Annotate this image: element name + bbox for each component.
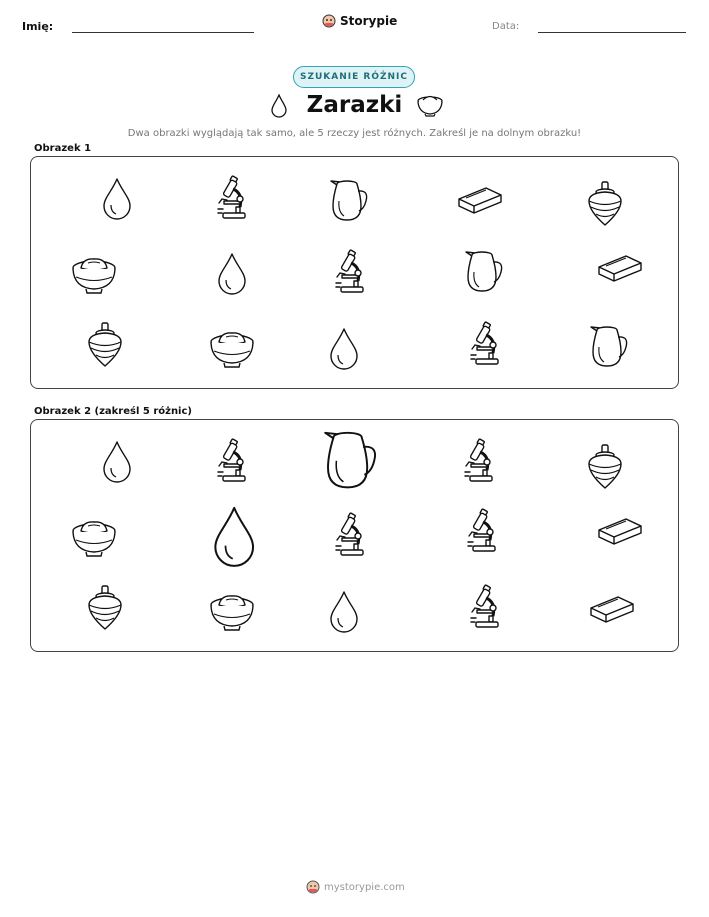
picture1-bowl-icon <box>71 256 117 296</box>
picture2-drop-icon[interactable] <box>328 590 360 634</box>
picture1-microscope-icon <box>334 249 366 295</box>
panel1-label: Obrazek 1 <box>34 143 92 154</box>
date-line[interactable] <box>538 32 686 33</box>
picture2-microscope-icon[interactable] <box>469 584 501 630</box>
panel2-label: Obrazek 2 (zakreśl 5 różnic) <box>34 406 192 417</box>
picture2-bowl-icon[interactable] <box>209 593 255 633</box>
picture2-spinning-top-icon[interactable] <box>585 444 625 490</box>
title-bowl-icon <box>416 95 444 121</box>
picture1-soap-icon <box>456 185 504 215</box>
picture1-drop-icon <box>101 177 133 221</box>
picture2-jug-icon[interactable] <box>321 430 380 492</box>
picture1-jug-icon <box>463 250 505 294</box>
name-label: Imię: <box>22 20 54 33</box>
picture1-drop-icon <box>216 252 248 296</box>
instructions: Dwa obrazki wyglądają tak samo, ale 5 rzeczy jest różnych. Zakreśl je na dolnym obrazku! <box>127 128 582 139</box>
footer-site: mystorypie.com <box>324 881 405 893</box>
picture2-bowl-icon[interactable] <box>71 519 117 559</box>
date-label: Data: <box>492 21 520 32</box>
picture1-jug-icon <box>588 325 630 369</box>
page-title: Zarazki <box>306 92 403 118</box>
picture2-drop-icon[interactable] <box>211 505 257 569</box>
footer <box>306 880 405 894</box>
activity-badge: SZUKANIE RÓŻNIC <box>293 66 415 88</box>
picture2-drop-icon[interactable] <box>101 440 133 484</box>
picture2-soap-icon[interactable] <box>588 594 636 624</box>
picture1-microscope-icon <box>469 321 501 367</box>
storypie-mascot-icon <box>322 14 336 28</box>
picture2-microscope-icon[interactable] <box>466 508 498 554</box>
picture1-spinning-top-icon <box>85 322 125 368</box>
brand-name: Storypie <box>340 14 398 28</box>
picture-1-panel <box>30 156 679 389</box>
picture2-microscope-icon[interactable] <box>463 438 495 484</box>
picture1-jug-icon <box>328 179 370 223</box>
picture1-drop-icon <box>328 327 360 371</box>
picture1-bowl-icon <box>209 330 255 370</box>
picture-2-panel[interactable] <box>30 419 679 652</box>
picture1-spinning-top-icon <box>585 181 625 227</box>
picture2-spinning-top-icon[interactable] <box>85 585 125 631</box>
name-line[interactable] <box>72 32 254 33</box>
picture2-microscope-icon[interactable] <box>334 512 366 558</box>
picture1-soap-icon <box>596 253 644 283</box>
picture1-microscope-icon <box>216 175 248 221</box>
picture2-soap-icon[interactable] <box>596 516 644 546</box>
picture2-microscope-icon[interactable] <box>216 438 248 484</box>
storypie-mascot-icon <box>306 880 320 894</box>
title-drop-icon <box>270 94 288 122</box>
brand-logo <box>322 14 397 28</box>
